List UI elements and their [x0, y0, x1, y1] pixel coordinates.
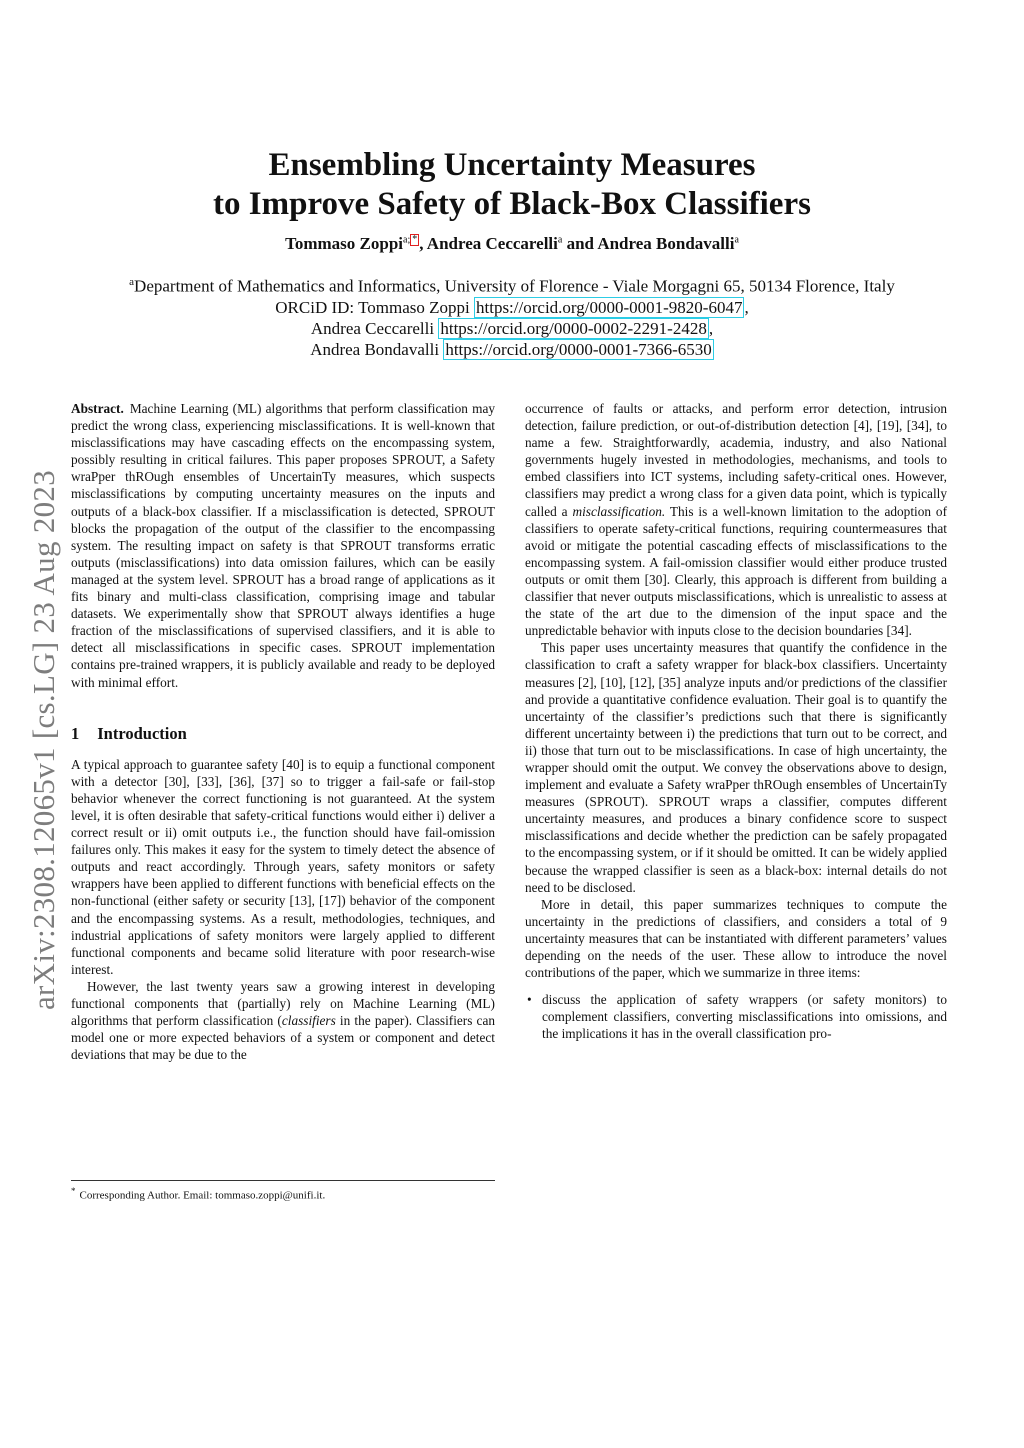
affiliation-mark: a	[734, 234, 739, 246]
department-text: Department of Mathematics and Informatics, University of Florence - Viale Morgagni 65, 50134 Florence, Italy	[134, 276, 895, 296]
body-paragraph: This paper uses uncertainty measures that quantify the confidence in the classification to craft a safety wrapper for black-box classifiers. Uncertainty measures [2], [10], [12], [35] analyze inputs and/or predictions of the classifier and provide a quantitative confidence evaluation. Their goal is to quantify the uncertainty of the classifier’s predictions such that there is significantly different uncertainty between i) the predictions that turn out to be correct, and ii) those that turn out to be misclassifications. In case of high uncertainty, the wrapper should omit the output. We convey the observations above to design, implement and evaluate a Safety wraPper thROugh ensembles of UncertainTy measures (SPROUT). SPROUT wraps a classifier, computes different uncertainty measures, and produces a binary confidence score to suspect misclassifications and decide whether the prediction can be safely propagated to the encompassing system, or if it should be omitted. It can be widely applied because the wrapped classifier is seen as a black-box: internal details do not need to be disclosed.	[525, 640, 947, 895]
text-run: This is a well-known limitation to the adoption of classifiers to operate safety-critical functions, requiring countermeasures that avoid or mitigate the potential cascading effects of misclassifications to the encompassing system. A fail-omission classifier would either produce trusted outputs or omit them [30]. Clearly, this approach is different from building a classifier that never outputs misclassifications, which is unrealistic to assess at the state of the art due to the dimension of the input space and the unpredictable behavior with inputs close to the decision boundaries [34].	[525, 503, 948, 639]
affiliation-block	[0, 272, 1024, 360]
intro-paragraph	[71, 978, 495, 1063]
paper-title-line-2: to Improve Safety of Black-Box Classifiers	[213, 186, 811, 222]
author-name: Andrea Ceccarelli	[310, 318, 435, 338]
body-paragraph: More in detail, this paper summarizes techniques to compute the uncertainty in the predictions of classifiers, and considers a total of 9 uncertainty measures that can be instantiated with different parameters’ values depending on the needs of the user. These allow to introduce the novel contributions of the paper, which we summarize in three items:	[525, 896, 947, 981]
text-run: However, the last twenty years saw a growing interest in developing functional components that (partially) rely on Machine Learning (ML) algorithms that perform classification (	[71, 978, 495, 1029]
emphasis-text: classifiers	[281, 1013, 336, 1029]
author-list: Tommaso Zoppi$^{a;}$ * , Andrea Ceccarelli$^a$ and Andrea Bondavalli$^a$	[285, 234, 739, 253]
footnote-mark: *	[71, 1186, 76, 1196]
section-number: 1	[71, 723, 80, 743]
orcid-line: Andrea Ceccarelli https://orcid.org/0000-0002-2291-2428 ,	[310, 318, 714, 338]
body-paragraph	[525, 400, 947, 639]
section-title: Introduction	[97, 723, 187, 743]
paper-title-line-1: Ensembling Uncertainty Measures	[268, 147, 756, 183]
list-item: • discuss the application of safety wrappers (or safety monitors) to complement classifiers, converting misclassifications into omissions, and the implications it has in the overall classification pro-	[525, 991, 947, 1042]
orcid-line	[0, 339, 1024, 360]
author-name: Tommaso Zoppi	[285, 234, 403, 253]
author-name: Andrea Bondavalli	[310, 339, 440, 359]
footnote-link[interactable]: *	[412, 234, 418, 246]
orcid-line: ORCiD ID: Tommaso Zoppi https://orcid.org/0000-0001-9820-6047 ,	[275, 297, 749, 317]
footnote-text: Corresponding Author. Email: tommaso.zoppi@unifi.it.	[79, 1189, 326, 1202]
author-name: Andrea Bondavalli	[597, 234, 735, 253]
footnote-divider	[71, 1180, 495, 1181]
section-heading-introduction	[71, 725, 495, 742]
footnote	[71, 1186, 495, 1202]
intro-paragraph: A typical approach to guarantee safety [40] is to equip a functional component with a detector [30], [33], [36], [37] so to trigger a fail-safe or fail-stop behavior whenever the correct functioning is not guaranteed. At the system level, it is often desirable that safety-critical functions would either i) deliver a correct result or ii) omit outputs i.e., the function should have fail-omission failures only. This makes it easy for the system to timely detect the absence of outputs and react accordingly. Through years, safety monitors or safety wrappers have been applied to different functions with beneficial effects on the non-functional (either safety or security [13], [17]) behavior of the component and the encompassing systems. As a result, methodologies, techniques, and industrial applications of safety monitors were largely applied to different functional components and became solid literature with poor research-wise interest.	[71, 756, 495, 977]
orcid-label: ORCiD ID: Tommaso Zoppi	[275, 297, 470, 317]
right-column	[525, 400, 947, 1042]
author-name: Andrea Ceccarelli	[426, 234, 558, 253]
author-conjunction: and	[566, 234, 595, 253]
emphasis-text: misclassification.	[572, 503, 666, 519]
text-run: occurrence of faults or attacks, and perform error detection, intrusion detection, failure prediction, or out-of-distribution detection [4], [19], [34], to name a few. Straightforwardly, academia, industry, and also National governments hugely invested in methodologies, mechanisms, and tools to embed classifiers into ICT systems, including safety-critical ones. However, classifiers may predict a wrong class for a given data point, which is typically called a	[525, 401, 947, 519]
contribution-list	[525, 991, 947, 1042]
orcid-link[interactable]: https://orcid.org/0000-0002-2291-2428	[440, 318, 707, 338]
orcid-link[interactable]: https://orcid.org/0000-0001-9820-6047	[476, 297, 743, 317]
orcid-link[interactable]: https://orcid.org/0000-0001-7366-6530	[445, 339, 712, 359]
affiliation-mark: a	[403, 234, 408, 246]
affiliation-mark: a	[129, 276, 135, 288]
abstract-label: Abstract.	[71, 401, 124, 416]
arxiv-id-text: arXiv:2308.12065v1 [cs.LG] 23 Aug 2023	[26, 469, 62, 1011]
abstract-paragraph	[71, 400, 495, 691]
affiliation-line	[0, 272, 1024, 297]
text-run: in the paper). Classifiers can model one or more expected behaviors of a system or component and detect deviations that may be due to the	[71, 1013, 495, 1063]
left-column	[71, 400, 495, 1063]
abstract-text: Machine Learning (ML) algorithms that perform classification may predict the wrong class, experiencing misclassifications. It is well-known that misclassifications may have cascading effects on the encompassing system, possibly resulting in critical failures. This paper proposes SPROUT, a Safety wraPper thROugh ensembles of UncertainTy measures, which suspects misclassifications by computing uncertainty measures on the inputs and outputs of a black-box classifier. If a misclassification is detected, SPROUT blocks the propagation of the output of the classifier to the encompassing system. The resulting impact on safety is that SPROUT transforms erratic outputs (misclassifications) into data omission failures, which can be easily managed at the system level. SPROUT has a broad range of applications as it fits binary and multi-class classification, comprising image and tabular datasets. We experimentally show that SPROUT always identifies a huge fraction of the misclassifications of supervised classifiers, and it is able to detect all misclassifications in specific cases. SPROUT implementation contains pre-trained wrappers, it is publicly available and ready to be deployed with minimal effort.	[71, 401, 495, 690]
affiliation-mark: a	[557, 234, 563, 246]
